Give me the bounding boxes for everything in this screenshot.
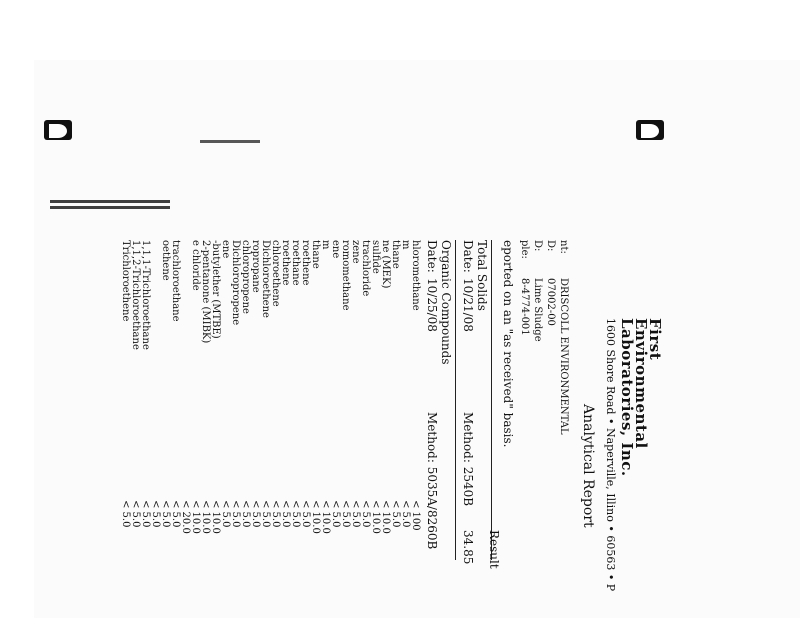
analyte-name: chloropropene — [240, 240, 251, 314]
analyte-result: < 10.0 — [200, 500, 211, 534]
analyte-name: ene — [330, 240, 341, 259]
analyte-name: roethene — [280, 240, 291, 286]
analyte-name-column — [120, 240, 420, 350]
analyte-result: < 5.0 — [250, 500, 261, 528]
analyte-name: Trichloroethene — [120, 240, 131, 322]
section-rule — [455, 240, 456, 560]
scan-artifact — [200, 140, 260, 146]
client-value-column — [516, 278, 568, 435]
analyte-result: < 5.0 — [300, 500, 311, 528]
analyte-name: thane — [390, 240, 401, 269]
analyte-result: < 5.0 — [170, 500, 181, 528]
analyte-result: < 5.0 — [400, 500, 411, 528]
analyte-result: < 10.0 — [380, 500, 391, 534]
analyte-name: Dichloroethene — [260, 240, 271, 318]
analyte-name: oethene — [160, 240, 171, 281]
analyte-result: < 10.0 — [370, 500, 381, 534]
analyte-result: < 5.0 — [390, 500, 401, 528]
analyte-result: < 5.0 — [290, 500, 301, 528]
analyte-name: zene — [350, 240, 361, 264]
analyte-name: hloromethane — [410, 240, 421, 311]
solids-date: 10/21/08 — [461, 278, 475, 332]
analyte-name: 1,1,2-Trichloroethane — [130, 240, 141, 350]
lab-name-line1: First — [646, 318, 664, 361]
analyte-result: < 5.0 — [150, 500, 161, 528]
analyte-name — [150, 240, 160, 350]
analyte-name: roethane — [290, 240, 301, 286]
analyte-name: e chloride — [190, 240, 201, 291]
analyte-result: < 5.0 — [260, 500, 271, 528]
analyte-name: trachloride — [360, 240, 371, 297]
binder-hole-icon — [44, 120, 72, 140]
analyte-name: romomethane — [340, 240, 351, 311]
analyte-name: ne (MEK) — [380, 240, 391, 289]
analyte-name: Dichloropropene — [230, 240, 241, 326]
voc-date-label: Date: — [425, 240, 439, 273]
analyte-result: < 10.0 — [210, 500, 221, 534]
analyte-result: < 5.0 — [140, 500, 151, 528]
solids-date-label: Date: — [461, 240, 475, 273]
solids-title: Total Solids — [475, 240, 489, 311]
analyte-result: < 5.0 — [330, 500, 341, 528]
analyte-name: ropropane — [250, 240, 261, 293]
analyte-name: roethene — [300, 240, 311, 286]
analyte-name: trachloroethane — [170, 240, 181, 322]
analyte-result: < 10.0 — [320, 500, 331, 534]
binder-hole-icon — [636, 120, 664, 140]
scan-artifact — [50, 200, 170, 210]
analyte-name: sulfide — [370, 240, 381, 274]
lab-name-line2: Environmental — [632, 318, 650, 449]
analyte-result: < 20.0 — [180, 500, 191, 534]
analyte-result: < 5.0 — [120, 500, 131, 528]
analyte-name: 1,1,1-Trichloroethane — [140, 240, 151, 350]
analyte-name: ene — [220, 240, 231, 259]
analyte-result: < 5.0 — [130, 500, 141, 528]
analyte-result: < 10.0 — [190, 500, 201, 534]
client-label: D: — [532, 240, 543, 252]
project-id: 07002-00 — [545, 278, 556, 326]
client-label: ple: — [519, 240, 530, 259]
analyte-result: < 5.0 — [240, 500, 251, 528]
client-label: nt: — [558, 240, 569, 254]
section-rule — [491, 240, 492, 560]
analyte-result: < 5.0 — [270, 500, 281, 528]
analyte-name: m — [320, 240, 331, 250]
solids-method: Method: 2540B — [461, 412, 475, 507]
analyte-name: m — [400, 240, 411, 250]
solids-result: 34.85 — [461, 530, 475, 565]
analyte-result: < 5.0 — [340, 500, 351, 528]
analyte-result: < 5.0 — [280, 500, 291, 528]
client-label: D: — [545, 240, 556, 252]
analyte-name: -butylether (MTBE) — [210, 240, 221, 339]
result-header: Result — [487, 530, 501, 569]
analyte-name: chloroethene — [270, 240, 281, 307]
voc-method: Method: 5035A/8260B — [425, 412, 439, 550]
report-title: Analytical Report — [580, 404, 596, 528]
voc-date: 10/25/08 — [425, 278, 439, 332]
result-column — [120, 500, 420, 534]
analyte-name: 2-pentanone (MIBK) — [200, 240, 211, 344]
lab-name-line3: Laboratories, Inc. — [618, 318, 636, 477]
client-label-column — [516, 240, 568, 260]
analyte-result: < 10.0 — [310, 500, 321, 534]
analyte-result: < 5.0 — [360, 500, 371, 528]
sample-number: 8-4774-001 — [519, 278, 530, 336]
analyte-result: < 5.0 — [230, 500, 241, 528]
voc-title: Organic Compounds — [439, 240, 453, 365]
sample-description: Lime Sludge — [532, 278, 543, 342]
analyte-result: < 5.0 — [160, 500, 171, 528]
client-name: DRISCOLL ENVIRONMENTAL — [558, 278, 569, 435]
analyte-name: thane — [310, 240, 321, 269]
analyte-result: < 100 — [410, 500, 421, 531]
lab-address: 1600 Shore Road • Naperville, Illino • 60563 • P — [604, 318, 617, 592]
analyte-result: < 5.0 — [220, 500, 231, 528]
analyte-name — [180, 240, 190, 350]
analyte-result: < 5.0 — [350, 500, 361, 528]
basis-note: eported on an "as received" basis. — [501, 240, 515, 448]
